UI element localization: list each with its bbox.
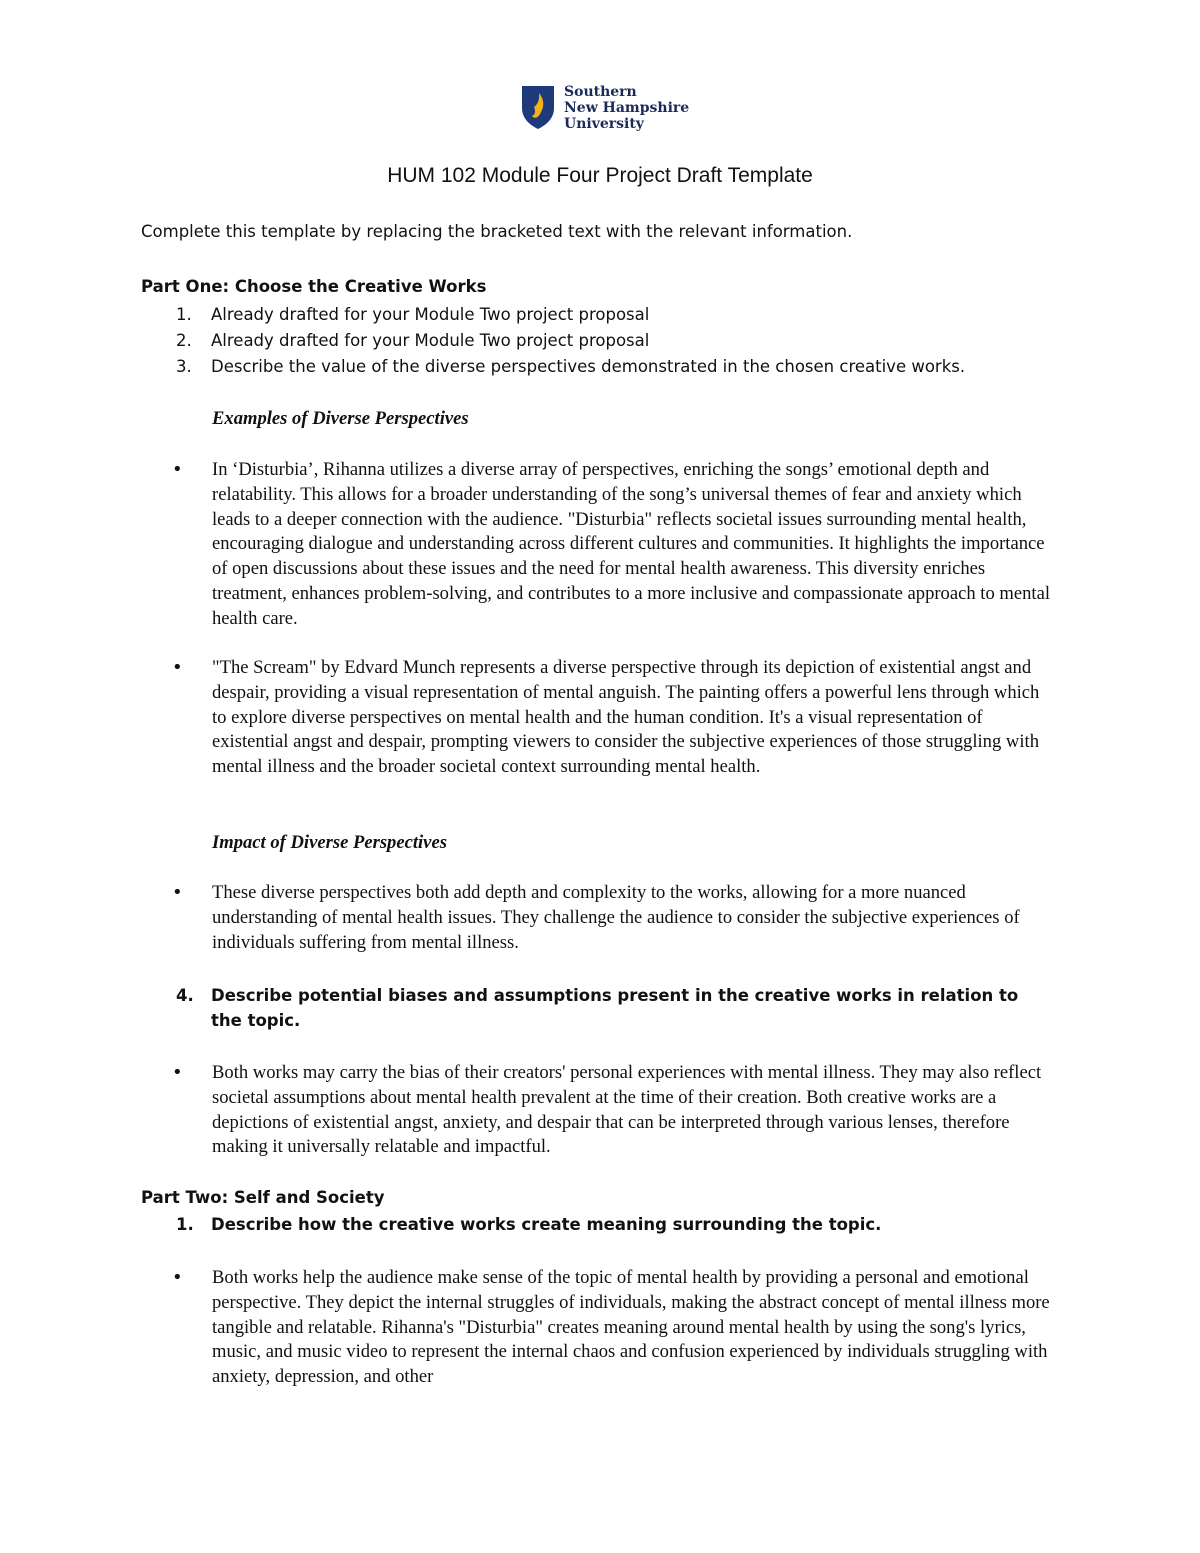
logo-wordmark	[564, 84, 689, 132]
impact-heading: Impact of Diverse Perspectives	[212, 832, 447, 853]
logo-line-1: Southern	[564, 84, 637, 100]
list-item-text: Already drafted for your Module Two project proposal	[211, 305, 650, 324]
list-item-text: Already drafted for your Module Two project proposal	[211, 331, 650, 350]
list-item-text: Describe how the creative works create meaning surrounding the topic.	[211, 1215, 882, 1234]
impact-paragraph: These diverse perspectives both add depth and complexity to the works, allowing for a more nuanced understanding of mental health issues. They challenge the audience to consider the subjective experiences of individuals suffering from mental illness.	[212, 882, 1020, 953]
logo-line-2: New Hampshire	[564, 100, 690, 116]
examples-heading: Examples of Diverse Perspectives	[212, 408, 469, 429]
list-item-number: 3.	[176, 357, 192, 376]
meaning-paragraph: Both works help the audience make sense of the topic of mental health by providing a personal and emotional perspective. They depict the internal struggles of individuals, making the abstract concept of mental illness more tangible and relatable. Rihanna's "Disturbia" creates meaning around mental health by using the song's lyrics, music, and music video to represent the internal chaos and confusion experienced by individuals struggling with anxiety, depression, and other	[212, 1267, 1050, 1388]
example-paragraph: In ‘Disturbia’, Rihanna utilizes a diverse array of perspectives, enriching the songs’ emotional depth and relatability. This allows for a broader understanding of the song’s universal themes of fear and anxiety which leads to a deeper connection with the audience. "Disturbia" reflects societal issues surrounding mental health, encouraging dialogue and understanding across different cultures and communities. It highlights the importance of open discussions about these issues and the need for mental health awareness. This diversity enriches treatment, enhances problem-solving, and contributes to a more inclusive and compassionate approach to mental health care.	[212, 459, 1051, 629]
example-paragraph: "The Scream" by Edvard Munch represents a diverse perspective through its depiction of existential angst and despair, providing a visual representation of mental anguish. The painting offers a powerful lens through which to explore diverse perspectives on mental health and the human condition. It's a visual representation of existential angst and despair, prompting viewers to consider the subjective experiences of those struggling with mental illness and the broader societal context surrounding mental health.	[212, 657, 1040, 778]
bullet-icon: •	[172, 1267, 183, 1288]
intro-text: Complete this template by replacing the bracketed text with the relevant information.	[141, 222, 853, 241]
list-item-text: Describe the value of the diverse perspectives demonstrated in the chosen creative works.	[211, 357, 966, 376]
bullet-icon: •	[172, 657, 183, 678]
list-item-number: 4.	[176, 986, 194, 1005]
logo-line-3: University	[564, 116, 644, 132]
part-one-heading: Part One: Choose the Creative Works	[141, 277, 487, 296]
list-item-number: 1.	[176, 1215, 194, 1234]
document-title: HUM 102 Module Four Project Draft Template	[387, 164, 813, 187]
university-logo	[520, 84, 689, 132]
list-item-number: 2.	[176, 331, 192, 350]
bullet-icon: •	[172, 1062, 183, 1083]
bullet-icon: •	[172, 459, 183, 480]
shield-flame-icon	[520, 84, 556, 130]
bullet-icon: •	[172, 882, 183, 903]
part-two-heading: Part Two: Self and Society	[141, 1188, 385, 1207]
list-item-number: 1.	[176, 305, 192, 324]
list-item-text: Describe potential biases and assumptions present in the creative works in relation to the topic.	[211, 986, 1019, 1030]
bias-paragraph: Both works may carry the bias of their creators' personal experiences with mental illness. They may also reflect societal assumptions about mental health prevalent at the time of their creation. Both creative works are a depictions of existential angst, anxiety, and despair that can be interpreted through various lenses, therefore making it universally relatable and impactful.	[212, 1062, 1042, 1158]
